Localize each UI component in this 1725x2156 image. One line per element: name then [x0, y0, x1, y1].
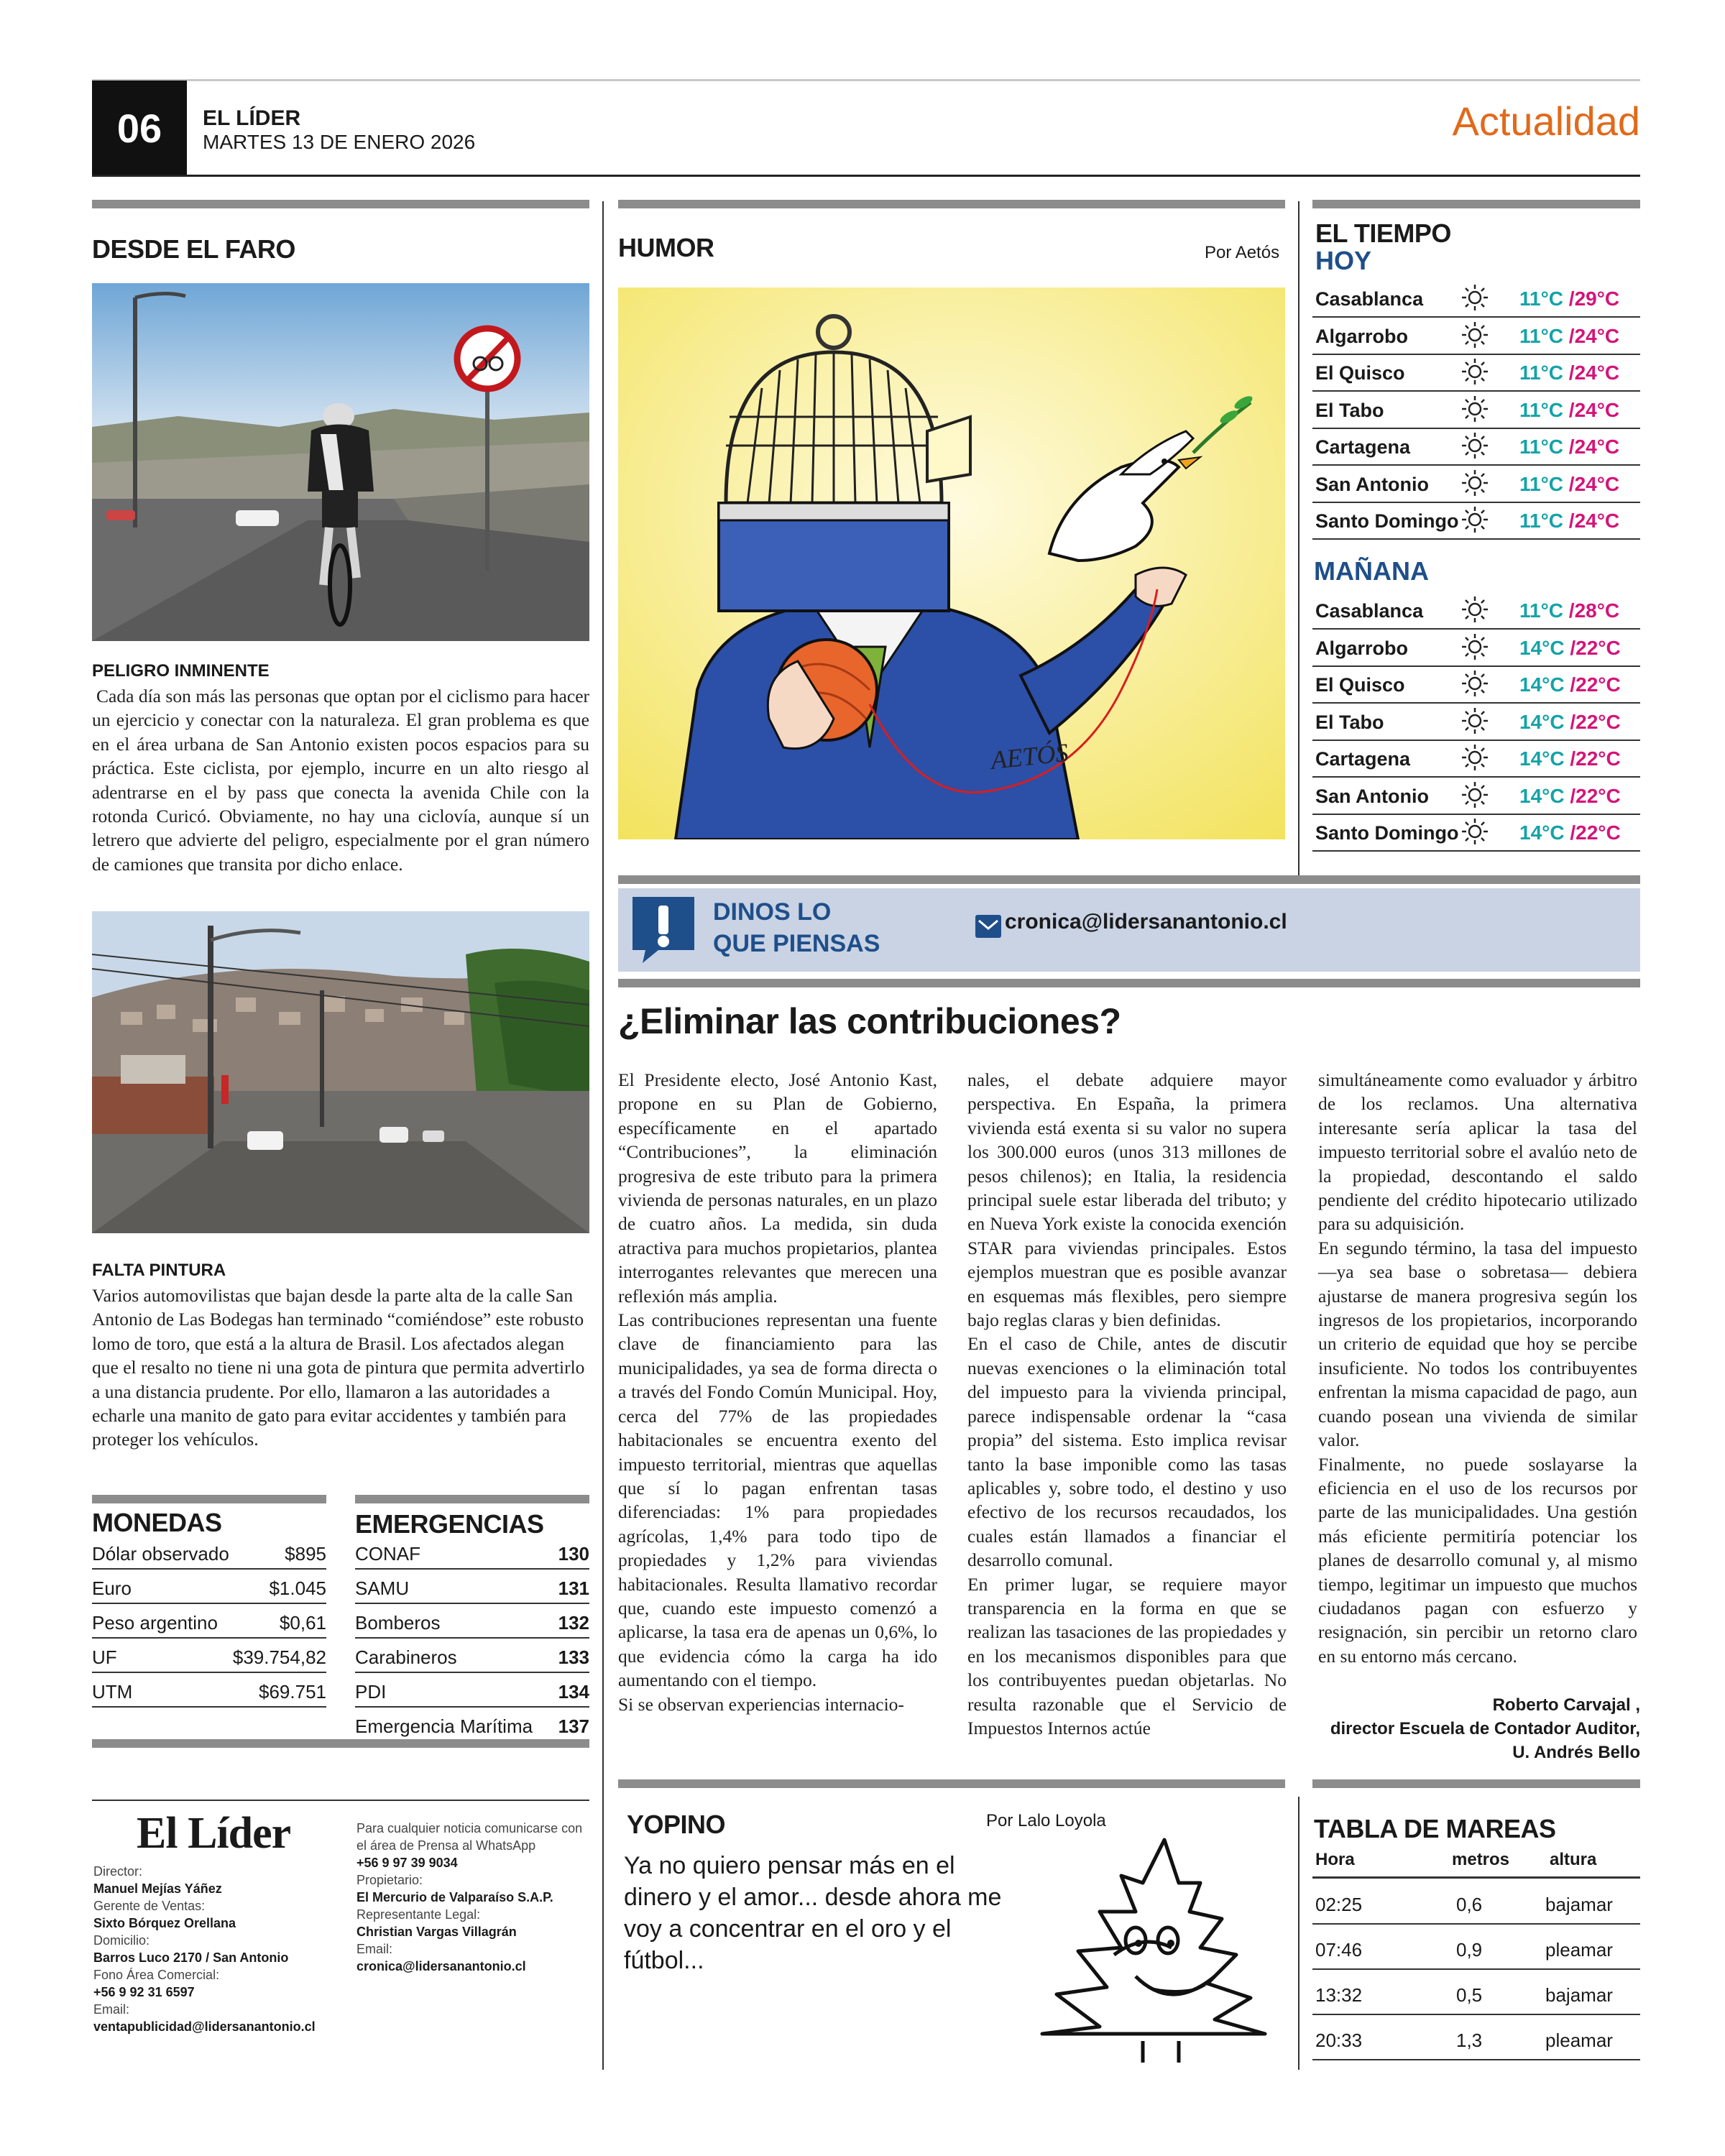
weather-city: San Antonio — [1315, 785, 1429, 807]
header-bottom-rule — [92, 175, 1640, 177]
temp-min: 11°C — [1519, 287, 1564, 310]
weather-city: Santo Domingo — [1315, 510, 1459, 532]
credit-label: Representante Legal: — [356, 1907, 481, 1922]
dinos-icon — [630, 894, 697, 964]
dinos-bottom-bar — [618, 979, 1640, 987]
humor-signature: AETÓS — [989, 737, 1070, 775]
sun-icon — [1460, 321, 1489, 349]
monedas-top-bar — [92, 1495, 326, 1503]
tide-hour: 02:25 — [1315, 1894, 1363, 1915]
credits-logo: El Líder — [137, 1809, 291, 1858]
signature-role: director Escuela de Contador Auditor, — [1330, 1719, 1640, 1738]
signature-name: Roberto Carvajal , — [1492, 1695, 1640, 1715]
temp-separator: / — [1564, 821, 1576, 844]
weather-city: El Tabo — [1315, 399, 1384, 421]
temp-min: 14°C — [1519, 710, 1565, 733]
humor-cartoon — [618, 287, 1285, 839]
temp-min: 11°C — [1519, 436, 1564, 458]
temp-max: 29°C — [1574, 287, 1620, 310]
article-column-3 — [1318, 1068, 1637, 1668]
weather-row — [1312, 742, 1640, 778]
emergencia-label: Emergencia Marítima — [355, 1715, 533, 1737]
weather-row — [1312, 467, 1640, 503]
weather-row — [1312, 282, 1640, 318]
column-divider-left — [602, 201, 604, 2070]
emergencia-row — [355, 1537, 589, 1570]
paper-date: MARTES 13 DE ENERO 2026 — [203, 131, 476, 153]
tide-height: pleamar — [1545, 1939, 1613, 1961]
weather-city: Casablanca — [1315, 600, 1424, 622]
sun-icon — [1460, 706, 1489, 735]
weather-row — [1312, 631, 1640, 667]
moneda-label: UTM — [92, 1681, 133, 1703]
tide-meters: 0,5 — [1456, 1984, 1483, 2006]
credit-label: Propietario: — [356, 1873, 423, 1887]
temp-min: 14°C — [1519, 636, 1565, 659]
weather-city: San Antonio — [1315, 473, 1429, 495]
faro-item1-title: PELIGRO INMINENTE — [92, 661, 270, 681]
credit-label: Email: — [93, 2002, 130, 2017]
mareas-header-metros: metros — [1452, 1850, 1510, 1869]
dinos-line1: DINOS LO — [713, 898, 832, 926]
moneda-value: $69.751 — [259, 1681, 326, 1703]
article-signature — [1330, 1693, 1640, 1764]
temp-max: 22°C — [1576, 710, 1621, 733]
temp-max: 22°C — [1576, 673, 1621, 696]
temp-separator: / — [1563, 599, 1575, 622]
tide-height: pleamar — [1545, 2030, 1613, 2051]
faro-item2-title: FALTA PINTURA — [92, 1261, 226, 1280]
weather-row — [1312, 504, 1640, 540]
tiempo-title: EL TIEMPO — [1315, 218, 1451, 248]
weather-row — [1312, 779, 1640, 815]
weather-city: Cartagena — [1315, 436, 1411, 458]
moneda-label: UF — [92, 1646, 117, 1668]
emergencia-number[interactable]: 131 — [558, 1577, 589, 1599]
emergencia-label: CONAF — [355, 1543, 420, 1565]
temp-separator: / — [1564, 747, 1576, 770]
tide-row — [1312, 1971, 1640, 2015]
credit-value: Barros Luco 2170 / San Antonio — [93, 1950, 289, 1965]
tide-meters: 1,3 — [1456, 2030, 1483, 2051]
sun-icon — [1460, 283, 1489, 312]
column-divider-bottom-right — [1298, 1797, 1300, 2070]
emergencia-label: Carabineros — [355, 1646, 457, 1668]
paper-name: EL LÍDER — [203, 106, 301, 130]
temp-min: 11°C — [1519, 324, 1564, 347]
humor-top-bar — [618, 200, 1285, 208]
tide-hour: 20:33 — [1315, 2030, 1363, 2051]
moneda-label: Dólar observado — [92, 1543, 229, 1565]
sun-icon — [1460, 595, 1489, 624]
temp-max: 24°C — [1574, 436, 1620, 458]
credit-label: Domicilio: — [93, 1933, 150, 1948]
temp-max: 24°C — [1574, 472, 1620, 495]
top-rule — [92, 79, 1640, 81]
weather-temps — [1519, 599, 1619, 622]
article-paragraph: En primer lugar, se requiere mayor transparencia en la forma en que se realizan las tasaciones de las propiedades y en los mecanismos disponibles para que los contribuyentes puedan objetarlas. No resulta razonable que el Servicio de Impuestos Internos actúe — [967, 1573, 1287, 1738]
temp-min: 11°C — [1519, 510, 1564, 532]
temp-max: 22°C — [1576, 821, 1621, 844]
emergencia-number[interactable]: 130 — [558, 1543, 589, 1565]
emergencia-label: SAMU — [355, 1577, 410, 1599]
weather-temps — [1519, 711, 1621, 734]
temp-min: 14°C — [1519, 784, 1565, 807]
mareas-top-bar — [1312, 1779, 1640, 1788]
temp-separator: / — [1564, 673, 1576, 696]
temp-max: 24°C — [1574, 361, 1620, 384]
credits-top-rule — [92, 1800, 589, 1801]
credit-value: Sixto Bórquez Orellana — [93, 1916, 236, 1930]
emergencia-label: Bomberos — [355, 1612, 441, 1634]
weather-city: Casablanca — [1315, 288, 1424, 310]
weather-row — [1312, 816, 1640, 852]
temp-max: 24°C — [1574, 398, 1620, 421]
mareas-title: TABLA DE MAREAS — [1314, 1814, 1556, 1843]
tide-row — [1312, 2016, 1640, 2060]
weather-city: Algarrobo — [1315, 637, 1409, 659]
weather-row — [1312, 393, 1640, 429]
page-number: 06 — [92, 80, 187, 175]
weather-temps — [1519, 325, 1619, 348]
article-paragraph: Las contribuciones representan una fuente clave de financiamiento para las municipalidades, ya sea de forma directa o a través del Fondo Común Municipal. Hoy, cerca del 77% de las propiedades habitacionales se encuentra exento del impuesto territorial, mientras que aquellas que sí lo pagan enfrentan tasas diferenciadas: 1% para propiedades agrícolas, 1,4% para todo tipo de propiedades y 1,2% para viviendas habitacionales. Resulta llamativo recordar que, cuando este impuesto comenzó a aplicarse, la tasa era de apenas un 0,6%, lo que evidencia cómo la carga ha ido aumentando con el tiempo. — [618, 1309, 937, 1691]
weather-temps — [1519, 361, 1619, 384]
column-divider-right — [1298, 201, 1300, 877]
temp-separator: / — [1564, 636, 1576, 659]
tide-meters: 0,6 — [1456, 1894, 1483, 1915]
faro-title: DESDE EL FARO — [92, 234, 295, 264]
cyclist-photo — [92, 283, 589, 641]
temp-separator: / — [1564, 784, 1576, 807]
temp-max: 24°C — [1574, 510, 1620, 532]
credit-label: Fono Área Comercial: — [93, 1968, 220, 1982]
emergencia-row — [355, 1709, 589, 1742]
weather-city: El Quisco — [1315, 362, 1405, 384]
sun-icon — [1460, 632, 1489, 661]
temp-separator: / — [1563, 398, 1575, 421]
moneda-label: Euro — [92, 1577, 132, 1599]
moneda-value: $39.754,82 — [232, 1646, 326, 1668]
temp-min: 14°C — [1519, 673, 1565, 696]
temp-min: 11°C — [1519, 599, 1564, 622]
faro-top-bar — [92, 200, 589, 208]
emergencias-title: EMERGENCIAS — [355, 1509, 544, 1539]
weather-row — [1312, 705, 1640, 741]
tide-height: bajamar — [1545, 1894, 1613, 1915]
lists-bottom-bar — [92, 1739, 589, 1748]
mareas-header — [1312, 1847, 1640, 1879]
weather-temps — [1519, 673, 1621, 696]
section-title: Actualidad — [1452, 98, 1640, 144]
credit-label: Email: — [356, 1942, 393, 1956]
yopino-tree-drawing — [1035, 1833, 1279, 2070]
weather-row — [1312, 356, 1640, 392]
credits-right-phone: +56 9 97 39 9034 — [356, 1856, 458, 1870]
emergencia-label: PDI — [355, 1681, 387, 1703]
emergencia-row — [355, 1674, 589, 1708]
yopino-author: Por Lalo Loyola — [986, 1811, 1106, 1830]
credit-value: Christian Vargas Villagrán — [356, 1925, 517, 1939]
sun-icon — [1460, 431, 1489, 460]
temp-max: 22°C — [1576, 636, 1621, 659]
humor-author: Por Aetós — [1205, 243, 1280, 262]
dinos-top-bar — [618, 875, 1640, 884]
moneda-value: $1.045 — [269, 1577, 326, 1599]
emergencia-number[interactable]: 133 — [558, 1646, 589, 1668]
emergencia-row — [355, 1606, 589, 1639]
tide-height: bajamar — [1545, 1984, 1613, 2006]
temp-min: 11°C — [1519, 361, 1564, 384]
credit-value: Manuel Mejías Yáñez — [93, 1881, 222, 1896]
faro-item1-text: Cada día son más las personas que optan por el ciclismo para hacer un ejercicio y conectar con la naturaleza. El gran problema es que en el área urbana de San Antonio existen pocos espacios para su práctica. Este ciclista, por ejemplo, incurre en un alto riesgo al adentrarse en el by pass que conecta la avenida Chile con la rotonda Curicó. Obviamente, no hay una ciclovía, aunque sí un letrero que advierte del peligro, especialmente por el gran número de camiones que transita por dicho enlace. — [92, 686, 589, 875]
mareas-header-hora: Hora — [1315, 1850, 1355, 1869]
article-title: ¿Eliminar las contribuciones? — [618, 1001, 1121, 1041]
temp-separator: / — [1563, 324, 1575, 347]
article-paragraph: Finalmente, no puede soslayarse la eficiencia en el uso de los recursos por parte de las municipalidades. Una gestión más eficiente permitiría potenciar los planes de desarrollo comunal y, al mismo tiempo, legitimar un impuesto que muchos ciudadanos pagan con esfuerzo y resignación, sin percibir un retorno claro en su entorno más cercano. — [1318, 1453, 1637, 1667]
sun-icon — [1460, 669, 1489, 698]
credit-label: Director: — [93, 1864, 143, 1879]
moneda-row — [92, 1640, 326, 1673]
sun-icon — [1460, 817, 1489, 846]
sun-icon — [1460, 469, 1489, 497]
street-photo — [92, 911, 589, 1233]
article-paragraph: En el caso de Chile, antes de discutir nuevas exenciones o la eliminación total del impuesto para la vivienda principal, parece indispensable ordenar la “casa propia” del sistema. Esto implica revisar tanto la base imponible como las tasas aplicables y, sobre todo, el destino y uso efectivo de los recursos recaudados, los cuales están llamados a financiar el desarrollo comunal. — [967, 1333, 1287, 1571]
dinos-email[interactable]: cronica@lidersanantonio.cl — [1005, 910, 1287, 934]
tiempo-top-bar — [1312, 200, 1640, 208]
temp-min: 11°C — [1519, 472, 1564, 495]
sun-icon — [1460, 743, 1489, 772]
weather-city: Cartagena — [1315, 748, 1411, 770]
article-paragraph: El Presidente electo, José Antonio Kast, propone en su Plan de Gobierno, específicamente en el apartado “Contribuciones”, la eliminación progresiva de este tributo para la primera vivienda de personas naturales, en un plazo de cuatro años. La medida, sin duda atractiva para muchos propietarios, plantea interrogantes relevantes que merecen una reflexión más amplia. — [618, 1069, 937, 1307]
weather-city: Santo Domingo — [1315, 822, 1459, 844]
moneda-row — [92, 1571, 326, 1604]
sun-icon — [1460, 505, 1489, 534]
emergencia-number[interactable]: 137 — [558, 1715, 589, 1737]
faro-item2-text: Varios automovilistas que bajan desde la parte alta de la calle San Antonio de Las Bodegas han terminado “comiéndose” este robusto lomo de toro, que está a la altura de Brasil. Los afectados alegan que el resalto no tiene ni una gota de pintura que permita advertirlo a una distancia prudente. Por ello, llamaron a las autoridades a echarle una manito de gato para evitar accidentes y también para proteger los vehículos. — [92, 1285, 585, 1450]
article-column-2 — [967, 1068, 1287, 1740]
moneda-row — [92, 1537, 326, 1570]
temp-min: 11°C — [1519, 398, 1564, 421]
weather-city: El Quisco — [1315, 674, 1405, 696]
dinos-line2: QUE PIENSAS — [713, 930, 880, 957]
tiempo-hoy-label: HOY — [1315, 246, 1372, 275]
weather-temps — [1519, 510, 1619, 533]
weather-row — [1312, 594, 1640, 630]
weather-temps — [1519, 473, 1619, 496]
weather-temps — [1519, 747, 1621, 770]
weather-city: El Tabo — [1315, 711, 1384, 733]
weather-city: Algarrobo — [1315, 325, 1409, 347]
moneda-row — [92, 1606, 326, 1639]
article-paragraph: Si se observan experiencias internacio- — [618, 1693, 904, 1715]
moneda-label: Peso argentino — [92, 1612, 218, 1634]
article-paragraph: simultáneamente como evaluador y árbitro de los reclamos. Una alternativa interesante sería aplicar la tasa del impuesto territorial sobre el avalúo neto de la propiedad, descontando el saldo pendiente del crédito hipotecario utilizado para su adquisición. — [1318, 1069, 1637, 1235]
temp-max: 24°C — [1574, 324, 1620, 347]
temp-min: 14°C — [1519, 821, 1565, 844]
temp-max: 22°C — [1576, 784, 1621, 807]
mareas-header-altura: altura — [1550, 1850, 1597, 1869]
weather-temps — [1519, 637, 1621, 660]
yopino-top-bar — [618, 1779, 1285, 1788]
emergencia-row — [355, 1640, 589, 1673]
weather-temps — [1519, 287, 1619, 310]
sun-icon — [1460, 395, 1489, 423]
sun-icon — [1460, 357, 1489, 386]
weather-temps — [1519, 436, 1619, 459]
tide-row — [1312, 1925, 1640, 1970]
credit-value: El Mercurio de Valparaíso S.A.P. — [356, 1890, 553, 1904]
credits-right — [356, 1820, 594, 1975]
yopino-quote: Ya no quiero pensar más en el dinero y el amor... desde ahora me voy a concentrar en el oro y el fútbol... — [624, 1852, 1002, 1974]
credit-label: Gerente de Ventas: — [93, 1899, 206, 1913]
emergencia-row — [355, 1571, 589, 1604]
moneda-row — [92, 1674, 326, 1708]
credit-value: cronica@lidersanantonio.cl — [356, 1959, 526, 1973]
emergencias-top-bar — [355, 1495, 589, 1503]
weather-row — [1312, 430, 1640, 466]
weather-temps — [1519, 785, 1621, 808]
moneda-value: $0,61 — [279, 1612, 326, 1634]
temp-separator: / — [1563, 361, 1575, 384]
mail-icon — [975, 914, 1002, 939]
emergencia-number[interactable]: 132 — [558, 1612, 589, 1634]
credit-value: ventapublicidad@lidersanantonio.cl — [93, 2019, 316, 2034]
credits-right-intro: Para cualquier noticia comunicarse con el área de Prensa al WhatsApp — [356, 1821, 583, 1853]
sun-icon — [1460, 780, 1489, 809]
tide-hour: 07:46 — [1315, 1939, 1363, 1961]
weather-temps — [1519, 399, 1619, 422]
article-paragraph: En segundo término, la tasa del impuesto —ya sea base o sobretasa— debiera ajustarse de manera progresiva según los ingresos de los propietarios, incorporando un criterio de equidad que hoy se percibe insuficiente. No todos los contribuyentes enfrentan la misma capacidad de pago, aun cuando posean una vivienda de similar valor. — [1318, 1237, 1637, 1451]
tide-hour: 13:32 — [1315, 1984, 1363, 2006]
article-column-1 — [618, 1068, 937, 1716]
temp-separator: / — [1563, 287, 1575, 310]
tiempo-manana-label: MAÑANA — [1314, 556, 1429, 586]
weather-row — [1312, 319, 1640, 355]
signature-org: U. Andrés Bello — [1512, 1743, 1640, 1762]
tide-meters: 0,9 — [1456, 1939, 1483, 1961]
temp-separator: / — [1564, 710, 1576, 733]
weather-row — [1312, 668, 1640, 704]
humor-title: HUMOR — [618, 233, 714, 262]
temp-min: 14°C — [1519, 747, 1565, 770]
article-paragraph: nales, el debate adquiere mayor perspectiva. En España, la primera vivienda está exenta si su valor no supera los 300.000 euros (unos 313 millones de pesos chilenos); en Italia, la residencia principal suele estar liberada del tributo; y en Nueva York existe la conocida exención STAR para viviendas principales. Estos ejemplos muestran que es posible avanzar en esquemas más flexibles, pero siempre bajo reglas claras y bien definidas. — [967, 1069, 1287, 1331]
credit-value: +56 9 92 31 6597 — [93, 1985, 195, 1999]
monedas-title: MONEDAS — [92, 1508, 222, 1537]
temp-max: 28°C — [1574, 599, 1620, 622]
temp-separator: / — [1563, 472, 1575, 495]
yopino-title: YOPINO — [627, 1810, 726, 1839]
weather-temps — [1519, 821, 1621, 844]
moneda-value: $895 — [285, 1543, 326, 1565]
temp-separator: / — [1563, 510, 1575, 532]
tide-row — [1312, 1880, 1640, 1925]
temp-max: 22°C — [1576, 747, 1621, 770]
emergencia-number[interactable]: 134 — [558, 1681, 589, 1703]
temp-separator: / — [1563, 436, 1575, 458]
credits-left — [93, 1863, 338, 2035]
